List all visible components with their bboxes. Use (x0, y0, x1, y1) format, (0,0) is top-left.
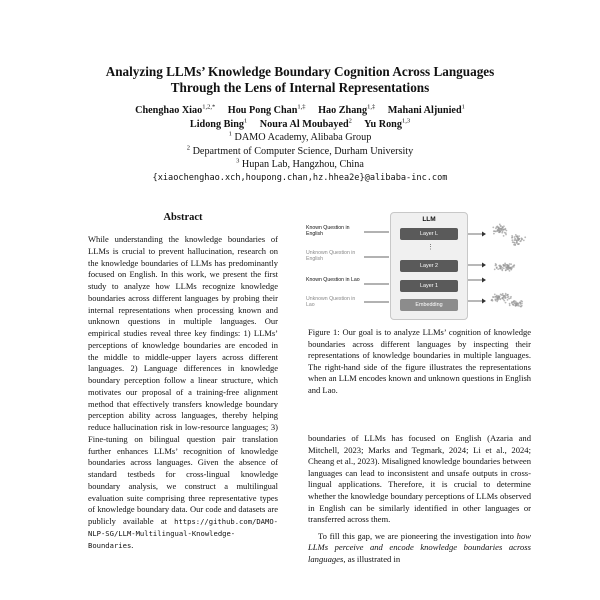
scatter-point (517, 303, 519, 305)
scatter-point (519, 305, 521, 307)
abstract-text: While understanding the knowledge boundaries of LLMs is crucial to prevent hallucination, research on the knowledge boundaries of LLMs has predominantly focused on English. In this work, we present the first study to analyze how LLMs recognize knowledge boundaries across different languages by probing their internal representations when processing known and unknown questions in multiple languages. Our empirical studies reveal three key findings: 1) LLMs’ perceptions of knowledge boundaries are encoded in the middle to middle-upper layers across different languages. 2) Language differences in knowledge boundary perception follow a linear structure, which motivates our proposal of a training-free alignment method that effectively transfers knowledge boundary perception ability across languages, thereby helping reduce hallucination risk in low-resource languages; 3) Fine-tuning on bilingual question pair translation further enhances LLMs’ recognition of knowledge boundaries across languages. Given the absence of standard testbeds for cross-lingual knowledge boundary analysis, we construct a multilingual evaluation suite comprising three representative types of knowledge boundary data. Our code and datasets are publicly available at (88, 234, 278, 526)
scatter-point (496, 295, 498, 297)
scatter-point (520, 240, 522, 242)
scatter-point (516, 239, 518, 241)
scatter-point (500, 265, 502, 267)
scatter-point (516, 241, 518, 243)
scatter-point (514, 238, 516, 240)
scatter-point (503, 265, 505, 267)
representation-scatter (491, 224, 526, 308)
scatter-point (499, 298, 501, 300)
scatter-point (521, 238, 523, 240)
author-name: Yu Rong (364, 118, 402, 130)
fig-input-unknown-english: Unknown Question in English (306, 250, 356, 263)
scatter-point (521, 303, 523, 305)
author-sup: 1 (461, 103, 465, 111)
scatter-point (516, 302, 518, 304)
title-line-1: Analyzing LLMs’ Knowledge Boundary Cognition Across Languages (105, 64, 495, 79)
scatter-point (505, 270, 507, 272)
abstract-end: . (131, 539, 134, 550)
scatter-point (505, 297, 507, 299)
author-sup: 2 (348, 117, 352, 125)
scatter-point (493, 230, 495, 232)
scatter-point (519, 301, 521, 303)
author-name: Mahani Aljunied (387, 105, 462, 116)
scatter-point (497, 229, 499, 231)
scatter-point (491, 299, 493, 301)
scatter-point (501, 269, 503, 271)
author-name: Hao Zhang (318, 105, 368, 116)
scatter-point (495, 228, 497, 230)
author-name: Noura Al Moubayed (259, 118, 349, 130)
scatter-point (505, 294, 507, 296)
scatter-point (511, 239, 513, 241)
author-name: Chenghao Xiao (135, 105, 203, 116)
scatter-point (497, 227, 499, 229)
affiliation (40, 145, 560, 159)
scatter-point (505, 232, 507, 234)
fig-input-known-lao: Known Question in Lao (306, 277, 360, 283)
body-paragraph: boundaries of LLMs has focused on English (Azaria and Mitchell, 2023; Marks and Tegmark, 2024; Li et al., 2024; Cheang et al., 2023). Misaligned knowledge boundaries between languages can lead to inconsistent and unsafe outputs in cross-lingual applications. Therefore, it is crucial to determine whether the knowledge boundary perceptions of LLMs observed in English can be similarly identified in other languages or transferred across them. (308, 433, 531, 525)
affiliation-text: DAMO Academy, Alibaba Group (234, 132, 372, 144)
scatter-point (492, 227, 494, 229)
scatter-point (494, 294, 496, 296)
scatter-point (518, 305, 520, 307)
layer-2: Layer 2 (400, 260, 458, 272)
scatter-point (503, 235, 505, 237)
figure-1 (306, 210, 532, 324)
scatter-point (495, 265, 497, 267)
affiliation-text: Hupan Lab, Hangzhou, China (241, 159, 364, 171)
scatter-point (494, 231, 496, 233)
author-line-1 (40, 104, 560, 118)
scatter-point (499, 231, 501, 233)
scatter-point (508, 296, 510, 298)
abstract-body (88, 234, 278, 551)
para-italic: how LLMs perceive and encode knowledge boundaries across languages (308, 530, 531, 564)
affiliation-sup: 2 (186, 144, 191, 152)
scatter-point (499, 224, 501, 226)
author-name: Hou Pong Chan (227, 105, 298, 116)
llm-box (390, 212, 468, 320)
scatter-point (496, 298, 498, 300)
vertical-ellipsis: ⋮ (427, 243, 434, 251)
scatter-point (512, 304, 514, 306)
fig-input-unknown-lao: Unknown Question in Lao (306, 296, 356, 309)
scatter-point (495, 263, 497, 265)
scatter-point (503, 295, 505, 297)
scatter-point (518, 243, 520, 245)
arrow-head (482, 232, 486, 237)
scatter-point (513, 266, 515, 268)
scatter-point (519, 238, 521, 240)
affiliation-sup: 1 (228, 130, 232, 138)
embedding-layer: Embedding (400, 299, 458, 311)
scatter-point (500, 225, 502, 227)
scatter-point (521, 301, 523, 303)
layer-1: Layer 1 (400, 280, 458, 292)
scatter-point (514, 236, 516, 238)
scatter-point (494, 269, 496, 271)
arrow-head (482, 299, 486, 304)
arrow-head (482, 263, 486, 268)
author-sup: 1 (244, 117, 248, 125)
scatter-point (501, 267, 503, 269)
scatter-point (511, 236, 513, 238)
scatter-point (499, 228, 501, 230)
layer-l: Layer L (400, 228, 458, 240)
scatter-point (515, 304, 517, 306)
author-sup: 1,‡ (367, 103, 376, 111)
scatter-point (503, 267, 505, 269)
author-sup: 1,2,* (202, 103, 216, 111)
scatter-point (496, 267, 498, 269)
scatter-point (509, 305, 511, 307)
scatter-point (507, 299, 509, 301)
scatter-point (505, 293, 507, 295)
arrow-head (482, 278, 486, 283)
scatter-point (518, 235, 520, 237)
body-column (308, 433, 531, 566)
author-email[interactable]: {xiaochenghao.xch,houpong.chan,hz.hhea2e}@alibaba-inc.com (152, 172, 448, 183)
scatter-point (512, 241, 514, 243)
scatter-point (502, 298, 504, 300)
scatter-point (506, 267, 508, 269)
scatter-point (515, 234, 517, 236)
scatter-point (503, 229, 505, 231)
scatter-point (524, 236, 526, 238)
body-paragraph (308, 531, 531, 566)
scatter-point (514, 303, 516, 305)
scatter-point (493, 296, 495, 298)
fig-input-known-english: Known Question in English (306, 225, 350, 238)
scatter-point (513, 301, 515, 303)
title-line-2: Through the Lens of Internal Representations (170, 80, 430, 95)
figure-caption: Figure 1: Our goal is to analyze LLMs’ cognition of knowledge boundaries across different languages by inspecting their representations of knowledge boundaries in multiple languages. The right-hand side of the figure illustrates the representations when an LLM encodes known and unknown questions in English and Lao. (308, 327, 531, 395)
scatter-point (510, 263, 512, 265)
scatter-point (516, 236, 518, 238)
code-link[interactable]: https://github.com/DAMO-NLP-SG/LLM-Multilingual-Knowledge-Boundaries (88, 517, 278, 550)
paper-title (40, 64, 560, 96)
author-block (40, 104, 560, 186)
scatter-point (523, 240, 525, 242)
affiliation (40, 131, 560, 145)
scatter-point (505, 302, 507, 304)
llm-label: LLM (422, 216, 436, 223)
author-line-2 (40, 118, 560, 132)
para-text: To fill this gap, we are pioneering the investigation into (318, 530, 517, 541)
scatter-point (509, 267, 511, 269)
abstract-heading: Abstract (163, 212, 203, 223)
affiliation-sup: 3 (236, 157, 240, 165)
scatter-point (504, 228, 506, 230)
scatter-point (508, 298, 510, 300)
affiliation (40, 158, 560, 172)
scatter-point (500, 267, 502, 269)
scatter-point (514, 244, 516, 246)
scatter-point (497, 268, 499, 270)
affiliation-text: Department of Computer Science, Durham University (192, 145, 414, 157)
scatter-point (495, 300, 497, 302)
scatter-point (493, 233, 495, 235)
scatter-point (503, 300, 505, 302)
author-sup: 1,‡ (297, 103, 306, 111)
scatter-point (502, 226, 504, 228)
scatter-point (514, 242, 516, 244)
author-sup: 1,3 (401, 117, 411, 125)
scatter-point (501, 232, 503, 234)
scatter-point (513, 264, 515, 266)
para-text: , as illustrated in (343, 553, 401, 564)
scatter-point (509, 270, 511, 272)
scatter-point (509, 303, 511, 305)
scatter-point (507, 294, 509, 296)
scatter-point (496, 226, 498, 228)
author-name: Lidong Bing (189, 118, 244, 130)
scatter-point (498, 296, 500, 298)
